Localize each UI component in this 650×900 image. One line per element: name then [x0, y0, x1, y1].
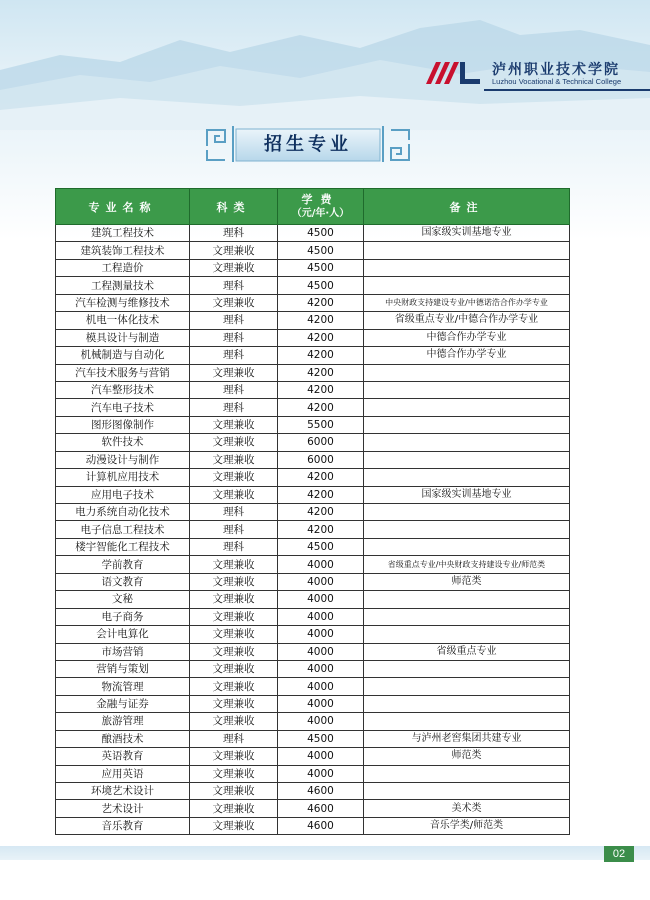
- table-row: [56, 242, 570, 259]
- category-cell: 文理兼收: [190, 608, 278, 625]
- major-name-cell: 动漫设计与制作: [56, 451, 190, 468]
- category-cell: 文理兼收: [190, 486, 278, 503]
- remark-cell: 与泸州老窖集团共建专业: [364, 730, 570, 747]
- major-name-cell: 会计电算化: [56, 626, 190, 643]
- category-cell: 理科: [190, 399, 278, 416]
- fee-cell: 4000: [278, 556, 364, 573]
- category-cell: 理科: [190, 381, 278, 398]
- major-name-cell: 汽车整形技术: [56, 381, 190, 398]
- remark-cell: 美术类: [364, 800, 570, 817]
- fee-cell: 4000: [278, 591, 364, 608]
- category-cell: 理科: [190, 312, 278, 329]
- major-name-cell: 电子商务: [56, 608, 190, 625]
- table-row: [56, 626, 570, 643]
- table-row: [56, 713, 570, 730]
- fee-cell: 4500: [278, 277, 364, 294]
- remark-cell: 国家级实训基地专业: [364, 486, 570, 503]
- major-name-cell: 电子信息工程技术: [56, 521, 190, 538]
- section-title-block: [203, 122, 413, 168]
- remark-cell: [364, 364, 570, 381]
- table-row: [56, 783, 570, 800]
- category-cell: 理科: [190, 521, 278, 538]
- fee-cell: 4000: [278, 765, 364, 782]
- category-cell: 理科: [190, 225, 278, 242]
- majors-table: [55, 188, 570, 835]
- remark-cell: 师范类: [364, 748, 570, 765]
- category-cell: 文理兼收: [190, 259, 278, 276]
- table-row: [56, 538, 570, 555]
- fee-cell: 4000: [278, 608, 364, 625]
- major-name-cell: 软件技术: [56, 434, 190, 451]
- table-row: [56, 521, 570, 538]
- category-cell: 文理兼收: [190, 451, 278, 468]
- college-logo-block: [418, 56, 650, 90]
- category-cell: 文理兼收: [190, 765, 278, 782]
- remark-cell: [364, 504, 570, 521]
- category-cell: 文理兼收: [190, 643, 278, 660]
- remark-cell: [364, 695, 570, 712]
- remark-cell: [364, 713, 570, 730]
- category-cell: 文理兼收: [190, 817, 278, 834]
- table-row: [56, 329, 570, 346]
- category-cell: 文理兼收: [190, 678, 278, 695]
- category-cell: 文理兼收: [190, 573, 278, 590]
- major-name-cell: 艺术设计: [56, 800, 190, 817]
- fee-cell: 4200: [278, 399, 364, 416]
- major-name-cell: 汽车电子技术: [56, 399, 190, 416]
- major-name-cell: 工程测量技术: [56, 277, 190, 294]
- fee-cell: 4000: [278, 660, 364, 677]
- remark-cell: [364, 399, 570, 416]
- fee-cell: 4000: [278, 748, 364, 765]
- fee-cell: 4600: [278, 800, 364, 817]
- header-category: 科类: [190, 189, 278, 225]
- table-row: [56, 504, 570, 521]
- remark-cell: 省级重点专业/中德合作办学专业: [364, 312, 570, 329]
- major-name-cell: 英语教育: [56, 748, 190, 765]
- table-row: [56, 573, 570, 590]
- page-number: 02: [604, 846, 634, 862]
- table-body: [56, 225, 570, 835]
- major-name-cell: 工程造价: [56, 259, 190, 276]
- fee-cell: 4200: [278, 521, 364, 538]
- remark-cell: [364, 626, 570, 643]
- remark-cell: 国家级实训基地专业: [364, 225, 570, 242]
- category-cell: 理科: [190, 538, 278, 555]
- table-row: [56, 608, 570, 625]
- table-row: [56, 695, 570, 712]
- remark-cell: 音乐学类/师范类: [364, 817, 570, 834]
- fee-cell: 4000: [278, 643, 364, 660]
- remark-cell: [364, 521, 570, 538]
- table-row: [56, 225, 570, 242]
- remark-cell: [364, 538, 570, 555]
- table-row: [56, 364, 570, 381]
- fee-cell: 4500: [278, 242, 364, 259]
- major-name-cell: 机电一体化技术: [56, 312, 190, 329]
- table-row: [56, 765, 570, 782]
- fee-cell: 5500: [278, 416, 364, 433]
- category-cell: 文理兼收: [190, 695, 278, 712]
- category-cell: 文理兼收: [190, 556, 278, 573]
- major-name-cell: 环境艺术设计: [56, 783, 190, 800]
- category-cell: 文理兼收: [190, 748, 278, 765]
- major-name-cell: 语文教育: [56, 573, 190, 590]
- fee-cell: 4500: [278, 225, 364, 242]
- category-cell: 理科: [190, 277, 278, 294]
- table-row: [56, 312, 570, 329]
- major-name-cell: 酿酒技术: [56, 730, 190, 747]
- table-row: [56, 556, 570, 573]
- table-row: [56, 800, 570, 817]
- remark-cell: [364, 242, 570, 259]
- logo-underline: [484, 89, 650, 91]
- fee-cell: 4500: [278, 730, 364, 747]
- table-row: [56, 643, 570, 660]
- table-row: [56, 486, 570, 503]
- category-cell: 文理兼收: [190, 783, 278, 800]
- table-row: [56, 347, 570, 364]
- table-row: [56, 591, 570, 608]
- fee-cell: 4200: [278, 469, 364, 486]
- table-row: [56, 399, 570, 416]
- remark-cell: 中德合作办学专业: [364, 347, 570, 364]
- category-cell: 理科: [190, 329, 278, 346]
- category-cell: 理科: [190, 730, 278, 747]
- category-cell: 文理兼收: [190, 713, 278, 730]
- fee-cell: 4200: [278, 364, 364, 381]
- fee-cell: 6000: [278, 451, 364, 468]
- category-cell: 文理兼收: [190, 294, 278, 311]
- remark-cell: 省级重点专业/中央财政支持建设专业/师范类: [364, 556, 570, 573]
- remark-cell: [364, 277, 570, 294]
- fee-cell: 4200: [278, 312, 364, 329]
- fee-cell: 4000: [278, 695, 364, 712]
- remark-cell: [364, 259, 570, 276]
- remark-cell: 省级重点专业: [364, 643, 570, 660]
- fee-cell: 4600: [278, 783, 364, 800]
- fee-cell: 4000: [278, 713, 364, 730]
- fee-cell: 4000: [278, 626, 364, 643]
- category-cell: 文理兼收: [190, 434, 278, 451]
- remark-cell: 师范类: [364, 573, 570, 590]
- table-row: [56, 259, 570, 276]
- table-row: [56, 730, 570, 747]
- table-row: [56, 678, 570, 695]
- major-name-cell: 文秘: [56, 591, 190, 608]
- college-logo-icon: [424, 60, 482, 86]
- remark-cell: [364, 783, 570, 800]
- fee-cell: 4200: [278, 504, 364, 521]
- table-row: [56, 660, 570, 677]
- remark-cell: [364, 381, 570, 398]
- table-row: [56, 469, 570, 486]
- table-row: [56, 434, 570, 451]
- fee-cell: 4600: [278, 817, 364, 834]
- category-cell: 文理兼收: [190, 660, 278, 677]
- major-name-cell: 模具设计与制造: [56, 329, 190, 346]
- fee-cell: 4500: [278, 259, 364, 276]
- table-header-row: [56, 189, 570, 225]
- major-name-cell: 应用电子技术: [56, 486, 190, 503]
- major-name-cell: 楼宇智能化工程技术: [56, 538, 190, 555]
- table-row: [56, 416, 570, 433]
- header-major-name: 专业名称: [56, 189, 190, 225]
- major-name-cell: 汽车检测与维修技术: [56, 294, 190, 311]
- fee-cell: 4500: [278, 538, 364, 555]
- category-cell: 理科: [190, 504, 278, 521]
- category-cell: 文理兼收: [190, 469, 278, 486]
- category-cell: 文理兼收: [190, 242, 278, 259]
- college-name-cn: 泸州职业技术学院: [492, 62, 620, 78]
- table-row: [56, 277, 570, 294]
- major-name-cell: 物流管理: [56, 678, 190, 695]
- remark-cell: 中央财政支持建设专业/中德诺浩合作办学专业: [364, 294, 570, 311]
- major-name-cell: 应用英语: [56, 765, 190, 782]
- major-name-cell: 建筑装饰工程技术: [56, 242, 190, 259]
- major-name-cell: 金融与证券: [56, 695, 190, 712]
- major-name-cell: 学前教育: [56, 556, 190, 573]
- fee-cell: 6000: [278, 434, 364, 451]
- major-name-cell: 市场营销: [56, 643, 190, 660]
- category-cell: 文理兼收: [190, 800, 278, 817]
- fee-cell: 4200: [278, 329, 364, 346]
- fee-cell: 4200: [278, 294, 364, 311]
- table-row: [56, 451, 570, 468]
- remark-cell: 中德合作办学专业: [364, 329, 570, 346]
- remark-cell: [364, 765, 570, 782]
- remark-cell: [364, 608, 570, 625]
- table-row: [56, 748, 570, 765]
- major-name-cell: 汽车技术服务与营销: [56, 364, 190, 381]
- remark-cell: [364, 591, 570, 608]
- fee-cell: 4200: [278, 486, 364, 503]
- major-name-cell: 计算机应用技术: [56, 469, 190, 486]
- table-row: [56, 817, 570, 834]
- major-name-cell: 电力系统自动化技术: [56, 504, 190, 521]
- major-name-cell: 图形图像制作: [56, 416, 190, 433]
- fee-cell: 4000: [278, 573, 364, 590]
- category-cell: 文理兼收: [190, 364, 278, 381]
- category-cell: 文理兼收: [190, 591, 278, 608]
- major-name-cell: 营销与策划: [56, 660, 190, 677]
- remark-cell: [364, 416, 570, 433]
- fee-cell: 4200: [278, 347, 364, 364]
- category-cell: 理科: [190, 347, 278, 364]
- footer-band: [0, 846, 650, 860]
- header-fee: 学费 （元/年·人）: [278, 189, 364, 225]
- remark-cell: [364, 469, 570, 486]
- fee-cell: 4000: [278, 678, 364, 695]
- major-name-cell: 机械制造与自动化: [56, 347, 190, 364]
- fee-cell: 4200: [278, 381, 364, 398]
- header-remark: 备注: [364, 189, 570, 225]
- remark-cell: [364, 678, 570, 695]
- section-title: 招生专业: [264, 134, 352, 155]
- remark-cell: [364, 660, 570, 677]
- remark-cell: [364, 451, 570, 468]
- remark-cell: [364, 434, 570, 451]
- category-cell: 文理兼收: [190, 626, 278, 643]
- major-name-cell: 旅游管理: [56, 713, 190, 730]
- table-row: [56, 294, 570, 311]
- category-cell: 文理兼收: [190, 416, 278, 433]
- table-row: [56, 381, 570, 398]
- major-name-cell: 音乐教育: [56, 817, 190, 834]
- major-name-cell: 建筑工程技术: [56, 225, 190, 242]
- college-name-en: Luzhou Vocational & Technical College: [492, 77, 622, 86]
